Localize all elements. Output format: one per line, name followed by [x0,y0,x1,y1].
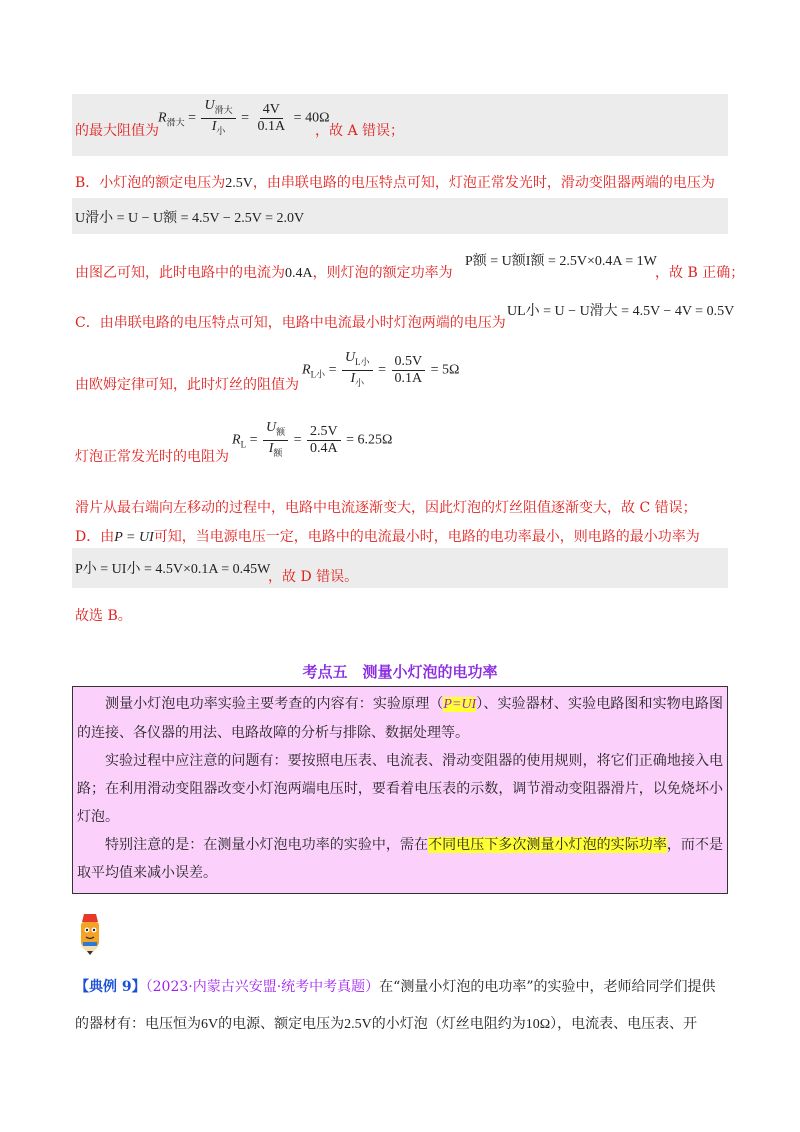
text-line: ，故 D 错误。 [268,569,359,585]
text-line: 由欧姆定律可知，此时灯丝的阻值为 [75,377,299,393]
paragraph: 特别注意的是：在测量小灯泡电功率的实验中，需在不同电压下多次测量小灯泡的实际功率，而不是取平均值来减小误差。 [77,837,724,881]
section-title: 考点五 测量小灯泡的电功率 [302,663,498,681]
formula: $R_{滑大}$ = $\frac{U_{滑大}}{I_小}$ = $\frac{4V}{0.1A}$ = 40Ω [158,98,330,136]
text-line: 【典例 9】（2023·内蒙古兴安盟·统考中考真题）在“测量小灯泡的电功率”的实验中，老师给同学们提供 [75,979,716,995]
text-line: 的器材有：电压恒为6V的电源、额定电压为2.5V的小灯泡（灯丝电阻约为10Ω），电流表、电压表、开 [75,1016,698,1032]
text-line: 灯泡正常发光时的电阻为 [75,449,229,465]
text-line: C．由串联电路的电压特点可知，电路中电流最小时灯泡两端的电压为 [75,315,506,331]
formula: U滑小 = U − U额 = 4.5V − 2.5V = 2.0V [75,211,305,226]
text-line: ，故 B 正确； [655,265,745,281]
text-line: 故选 B。 [75,608,132,624]
formula: UL小 = U − U滑大 = 4.5V − 4V = 0.5V [507,304,735,319]
formula: P小 = UI小 = 4.5V×0.1A = 0.45W [75,562,271,577]
text-line: 由图乙可知，此时电路中的电流为0.4A，则灯泡的额定功率为 [75,265,453,281]
text-line: D．由P = UI可知，当电源电压一定，电路中的电流最小时，电路的电功率最小，则电路的最小功率为 [75,529,700,545]
text-line: 的最大阻值为 [75,123,159,139]
formula: P额 = U额I额 = 2.5V×0.4A = 1W [465,254,657,269]
text-line: ，故 A 错误； [315,123,405,139]
text-line: B．小灯泡的额定电压为2.5V，由串联电路的电压特点可知，灯泡正常发光时，滑动变阻器两端的电压为 [75,175,715,191]
formula: $R_L$ = $\frac{U_额}{I_额}$ = $\frac{2.5V}{0.4A}$ = 6.25Ω [232,420,393,458]
paragraph: 实验过程中应注意的问题有：要按照电压表、电流表、滑动变阻器的使用规则，将它们正确地接入电路；在利用滑动变阻器改变小灯泡两端电压时，要看着电压表的示数，调节滑动变阻器滑片，以免烧坏小灯泡。 [77,753,723,825]
pencil-mascot-icon [72,912,108,956]
formula: $R_{L小}$ = $\frac{U_{L小}}{I_小}$ = $\frac{0.5V}{0.1A}$ = 5Ω [302,350,460,388]
text-line: 滑片从最右端向左移动的过程中，电路中电流逐渐变大，因此灯泡的灯丝阻值逐渐变大，故 C 错误； [75,500,697,516]
note-box [72,686,728,894]
paragraph: 测量小灯泡电功率实验主要考查的内容有：实验原理（P=UI）、实验器材、实验电路图和实物电路图的连接、各仪器的用法、电路故障的分析与排除、数据处理等。 [77,696,724,741]
